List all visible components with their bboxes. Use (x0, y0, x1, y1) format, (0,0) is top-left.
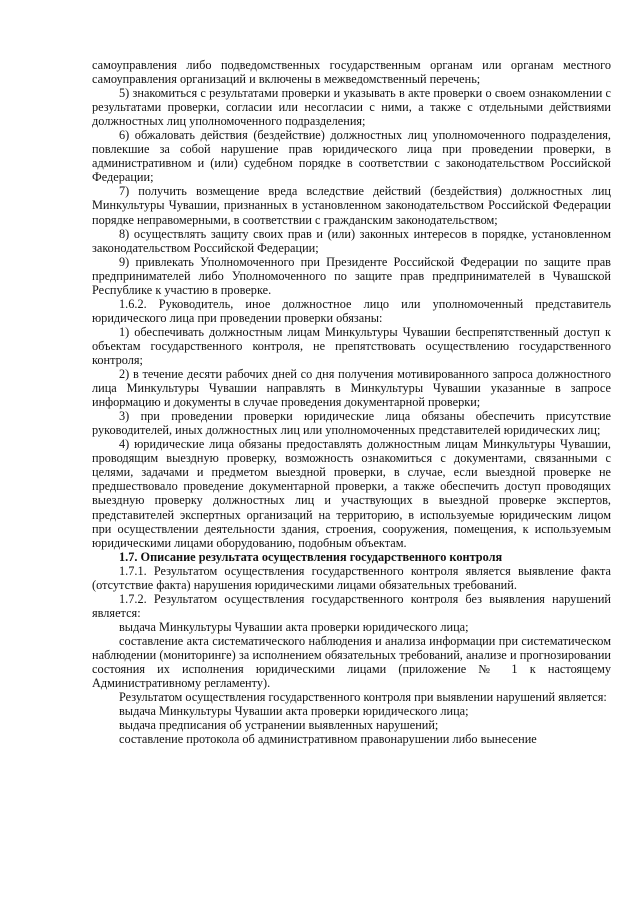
paragraph: 2) в течение десяти рабочих дней со дня получения мотивированного запроса должностного лица Минкультуры Чувашии направлять в Минкультуры Чувашии указанные в запросе информацию и документы в случае проведения документарной проверки; (92, 367, 611, 410)
paragraph: 3) при проведении проверки юридические лица обязаны обеспечить присутствие руководителей, иных должностных лиц или уполномоченных представителей юридических лиц; (92, 409, 611, 438)
paragraph: Результатом осуществления государственного контроля при выявлении нарушений является: (119, 690, 607, 705)
paragraph: 1.7.1. Результатом осуществления государственного контроля является выявление факта (отсутствие факта) нарушения юридическими лицами обязательных требований. (92, 563, 611, 592)
paragraph: составление протокола об административном правонарушении либо вынесение (119, 732, 537, 747)
paragraph: 9) привлекать Уполномоченного при Президенте Российской Федерации по защите прав предпринимателей либо Уполномоченного по защите прав предпринимателей в Чувашской Республике к участию в проверке. (92, 254, 611, 297)
paragraph: 7) получить возмещение вреда вследствие действий (бездействия) должностных лиц Минкультуры Чувашии, признанных в установленном законодательством Российской Федерации порядке неправомерными, в соответствии с гражданским законодательством; (92, 184, 611, 227)
paragraph: 1.6.2. Руководитель, иное должностное лицо или уполномоченный представитель юридического лица при проведении проверки обязаны: (92, 296, 611, 325)
paragraph: самоуправления либо подведомственных государственным органам или органам местного самоуправления организаций и включены в межведомственный перечень; (92, 58, 611, 87)
paragraph: 1) обеспечивать должностным лицам Минкультуры Чувашии беспрепятственный доступ к объектам государственного контроля, не препятствовать осуществлению государственного контроля; (92, 324, 611, 367)
paragraph: выдача предписания об устранении выявленных нарушений; (119, 718, 439, 733)
paragraph: 1.7.2. Результатом осуществления государственного контроля без выявления нарушений является: (92, 591, 611, 620)
paragraph: 5) знакомиться с результатами проверки и указывать в акте проверки о своем ознакомлении с результатами проверки, согласии или несогласии с ними, а также с отдельными действиями должностных лиц уполномоченного подразделения; (92, 86, 611, 129)
paragraph: составление акта систематического наблюдения и анализа информации при систематическом наблюдении (мониторинге) за исполнением обязательных требований, анализе и прогнозировании состояния их исполнения юридическими лицами (приложение № 1 к настоящему Административному регламенту). (92, 633, 611, 691)
paragraph: 8) осуществлять защиту своих прав и (или) законных интересов в порядке, установленном законодательством Российской Федерации; (92, 226, 611, 255)
paragraph: выдача Минкультуры Чувашии акта проверки юридического лица; (119, 704, 469, 719)
paragraph: 4) юридические лица обязаны предоставлять должностным лицам Минкультуры Чувашии, проводящим выездную проверку, возможность ознакомиться с документами, связанными с целями, задачами и предметом выездной проверки, в случае, если выездной проверке не предшествовало проведение документарной проверки, а также обеспечить доступ проводящих выездную проверку должностных лиц и участвующих в выездной проверке экспертов, представителей экспертных организаций на территорию, в используемые юридическим лицом при осуществлении деятельности здания, строения, сооружения, помещения, к используемым юридическими лицами оборудованию, подобным объектам. (92, 437, 611, 550)
document-page (92, 58, 611, 858)
paragraph: 6) обжаловать действия (бездействие) должностных лиц уполномоченного подразделения, повлекшие за собой нарушение прав юридического лица при проведении проверки, в административном и (или) судебном порядке в соответствии с законодательством Российской Федерации; (92, 128, 611, 185)
section-heading: 1.7. Описание результата осуществления государственного контроля (119, 549, 503, 564)
paragraph: выдача Минкультуры Чувашии акта проверки юридического лица; (119, 619, 469, 634)
